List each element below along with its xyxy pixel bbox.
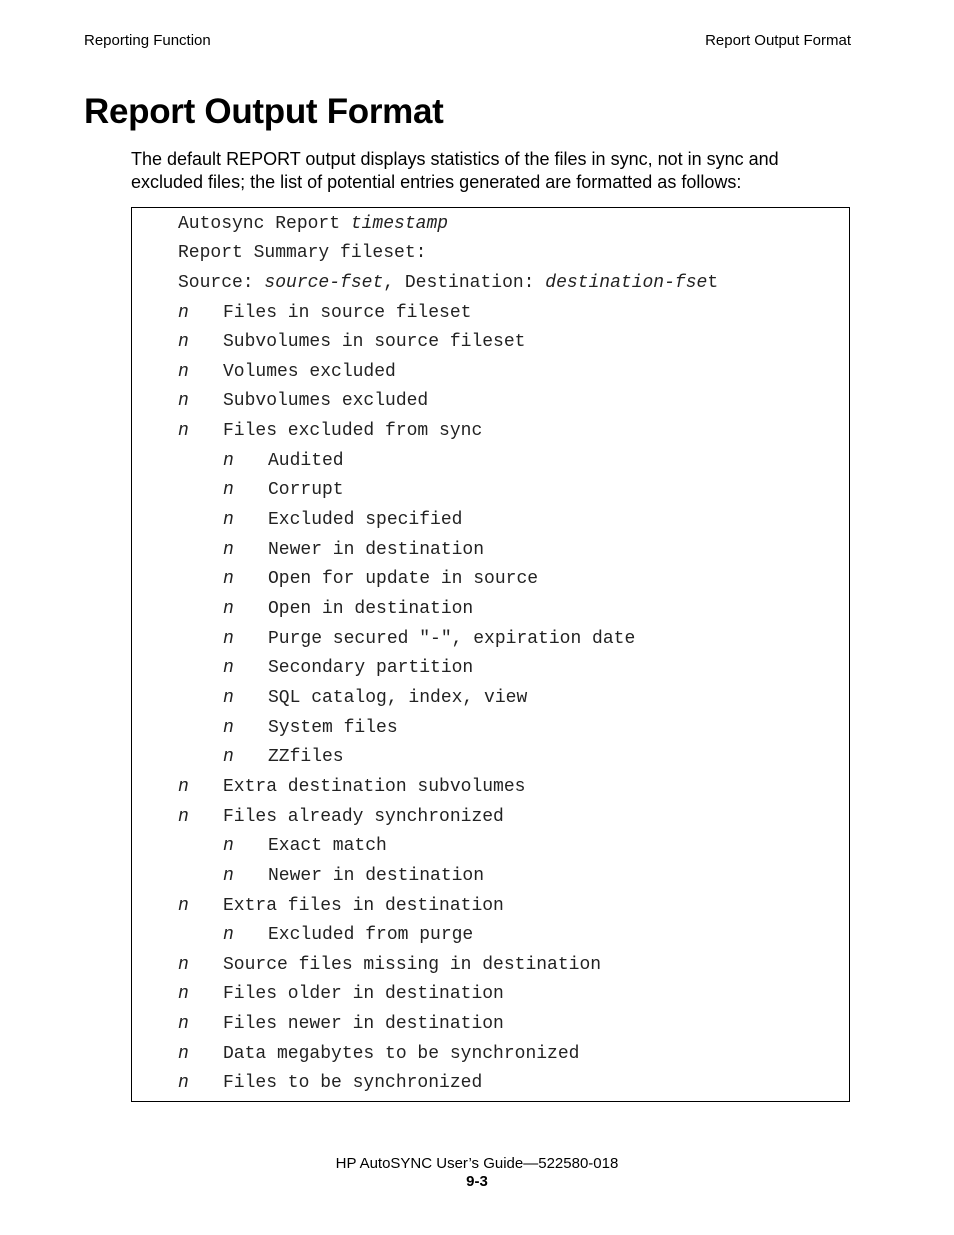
entry-label: Excluded from purge	[268, 925, 474, 946]
entry-label: Volumes excluded	[223, 361, 396, 382]
report-format-box	[131, 207, 850, 1102]
count-placeholder: n	[178, 332, 189, 353]
source-label: Source:	[178, 273, 265, 293]
report-entry	[223, 479, 344, 501]
count-placeholder: n	[223, 628, 234, 649]
report-entry	[223, 835, 387, 857]
source-destination-line	[178, 272, 718, 294]
report-entry	[178, 895, 504, 917]
report-entry	[178, 331, 525, 353]
source-fset-placeholder: source-fset	[264, 273, 384, 293]
entry-label: Subvolumes in source fileset	[223, 332, 526, 353]
entry-label: Files newer in destination	[223, 1014, 504, 1035]
report-entry	[223, 628, 635, 650]
entry-label: Open for update in source	[268, 569, 539, 590]
count-placeholder: n	[178, 302, 189, 323]
report-entry	[223, 746, 344, 768]
entry-label: Extra files in destination	[223, 895, 504, 916]
entry-label: System files	[268, 717, 398, 738]
report-entry	[178, 1013, 504, 1035]
timestamp-placeholder: timestamp	[350, 214, 449, 234]
count-placeholder: n	[223, 717, 234, 738]
entry-label: Data megabytes to be synchronized	[223, 1043, 580, 1064]
entry-label: Corrupt	[268, 480, 344, 501]
report-entry	[223, 687, 527, 709]
report-entry	[223, 568, 538, 590]
count-placeholder: n	[178, 421, 189, 442]
entry-label: SQL catalog, index, view	[268, 687, 528, 708]
entry-label: Extra destination subvolumes	[223, 776, 526, 797]
entry-label: Files already synchronized	[223, 806, 504, 827]
page-number: 9-3	[466, 1173, 488, 1190]
page-title: Report Output Format	[84, 92, 444, 131]
count-placeholder: n	[223, 658, 234, 679]
report-entry	[178, 1043, 579, 1065]
count-placeholder: n	[223, 599, 234, 619]
report-entry	[223, 717, 398, 739]
destination-label: , Destination:	[383, 273, 546, 293]
report-entry	[178, 806, 504, 828]
count-placeholder: n	[178, 806, 189, 827]
report-entry	[178, 302, 471, 324]
entry-label: Purge secured "-", expiration date	[268, 628, 636, 649]
count-placeholder: n	[223, 925, 234, 946]
count-placeholder: n	[223, 865, 234, 886]
report-title-text: Autosync Report	[178, 214, 351, 234]
report-entry	[178, 361, 396, 383]
report-entry	[223, 509, 462, 531]
entry-label: Files older in destination	[223, 984, 504, 1005]
entry-label: Excluded specified	[268, 510, 463, 531]
count-placeholder: n	[178, 1043, 189, 1064]
count-placeholder: n	[178, 361, 189, 382]
report-entry	[223, 450, 344, 472]
footer-title: HP AutoSYNC User’s Guide—522580-018	[335, 1155, 619, 1172]
destination-fset-tail: t	[707, 273, 719, 293]
count-placeholder: n	[223, 569, 234, 590]
entry-label: Source files missing in destination	[223, 954, 602, 975]
intro-paragraph: The default REPORT output displays statistics of the files in sync, not in sync and excluded files; the list of potential entries generated are formatted as follows:	[131, 149, 779, 192]
report-entry	[223, 865, 484, 887]
destination-fset-placeholder: destination-fse	[545, 273, 708, 293]
running-header-right: Report Output Format	[705, 32, 851, 49]
count-placeholder: n	[223, 747, 234, 768]
report-entry	[178, 776, 525, 798]
count-placeholder: n	[178, 954, 189, 975]
entry-label: Files in source fileset	[223, 302, 472, 323]
entry-label: ZZfiles	[268, 747, 344, 768]
count-placeholder: n	[178, 895, 189, 916]
entry-label: Audited	[268, 450, 344, 471]
entry-label: Newer in destination	[268, 539, 485, 560]
count-placeholder: n	[223, 539, 234, 560]
count-placeholder: n	[223, 836, 234, 857]
report-entry	[178, 390, 428, 412]
report-entry	[223, 924, 473, 946]
count-placeholder: n	[178, 391, 189, 412]
report-entry	[223, 539, 484, 561]
count-placeholder: n	[223, 510, 234, 531]
report-title-line	[178, 213, 448, 235]
entry-label: Secondary partition	[268, 658, 474, 679]
count-placeholder: n	[223, 450, 234, 471]
count-placeholder: n	[178, 984, 189, 1005]
report-entry	[178, 420, 482, 442]
report-entry	[178, 983, 504, 1005]
report-summary-line: Report Summary fileset:	[178, 243, 427, 263]
count-placeholder: n	[178, 776, 189, 797]
running-header-left: Reporting Function	[84, 32, 211, 49]
entry-label: Subvolumes excluded	[223, 391, 429, 412]
entry-label: Open in destination	[268, 599, 474, 619]
count-placeholder: n	[223, 480, 234, 501]
entry-label: Files excluded from sync	[223, 421, 483, 442]
report-entry	[223, 598, 473, 620]
entry-label: Files to be synchronized	[223, 1073, 483, 1094]
entry-label: Newer in destination	[268, 865, 485, 886]
entry-label: Exact match	[268, 836, 387, 857]
count-placeholder: n	[178, 1014, 189, 1035]
report-entry	[223, 657, 473, 679]
report-entry	[178, 1072, 482, 1094]
count-placeholder: n	[178, 1073, 189, 1094]
report-entry	[178, 954, 601, 976]
count-placeholder: n	[223, 687, 234, 708]
